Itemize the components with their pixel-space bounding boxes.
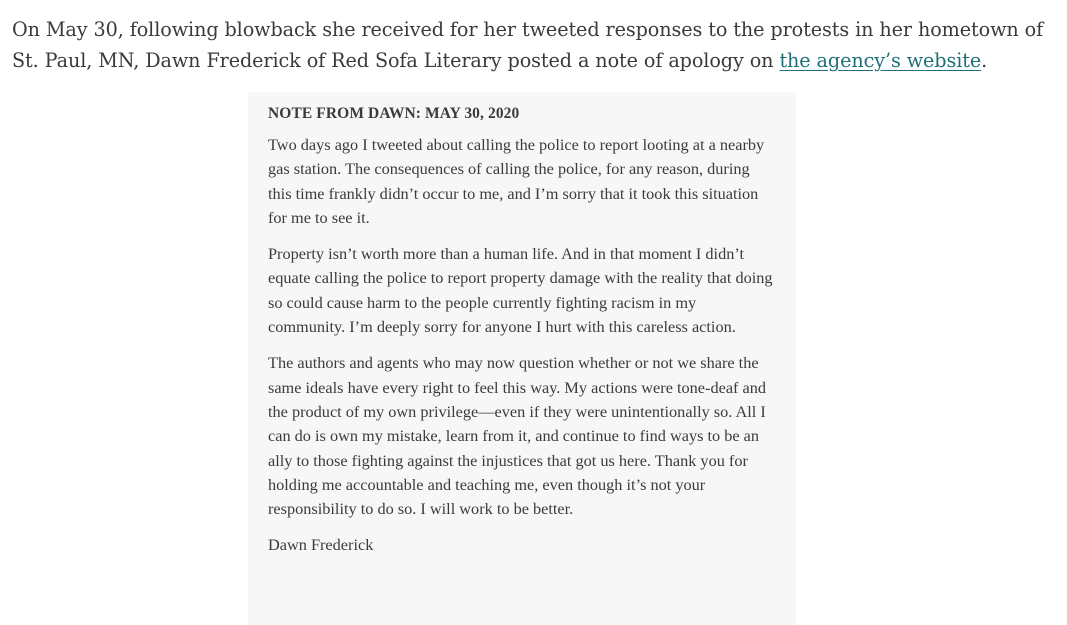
note-heading: NOTE FROM DAWN: MAY 30, 2020: [268, 105, 520, 122]
note-signature: Dawn Frederick: [268, 535, 374, 555]
note-paragraph-2: Property isn’t worth more than a human life. And in that moment I didn’t equate calling the police to report property damage with the reality that doing so could cause harm to the people currently fighting racism in my community. I’m deeply sorry for anyone I hurt with this careless action.: [268, 244, 773, 337]
note-paragraph-3: The authors and agents who may now question whether or not we share the same ideals have every right to feel this way. My actions were tone-deaf and the product of my own privilege—even if they were unintentionally so. All I can do is own my mistake, learn from it, and continue to find ways to be an ally to those fighting against the injustices that got us here. Thank you for holding me accountable and teaching me, even though it’s not your responsibility to do so. I will work to be better.: [268, 353, 767, 519]
agency-website-link[interactable]: the agency’s website: [779, 49, 982, 72]
apology-note-blockquote: [248, 92, 796, 625]
intro-text-end: .: [981, 49, 988, 72]
intro-text: On May 30, following blowback she received for her tweeted responses to the protests in her hometown of St. Paul, MN, Dawn Frederick of Red Sofa Literary posted a note of apology on: [12, 18, 1044, 72]
note-paragraph-1: Two days ago I tweeted about calling the police to report looting at a nearby gas station. The consequences of calling the police, for any reason, during this time frankly didn’t occur to me, and I’m sorry that it took this situation for me to see it.: [268, 135, 765, 227]
intro-paragraph: [12, 14, 1057, 76]
